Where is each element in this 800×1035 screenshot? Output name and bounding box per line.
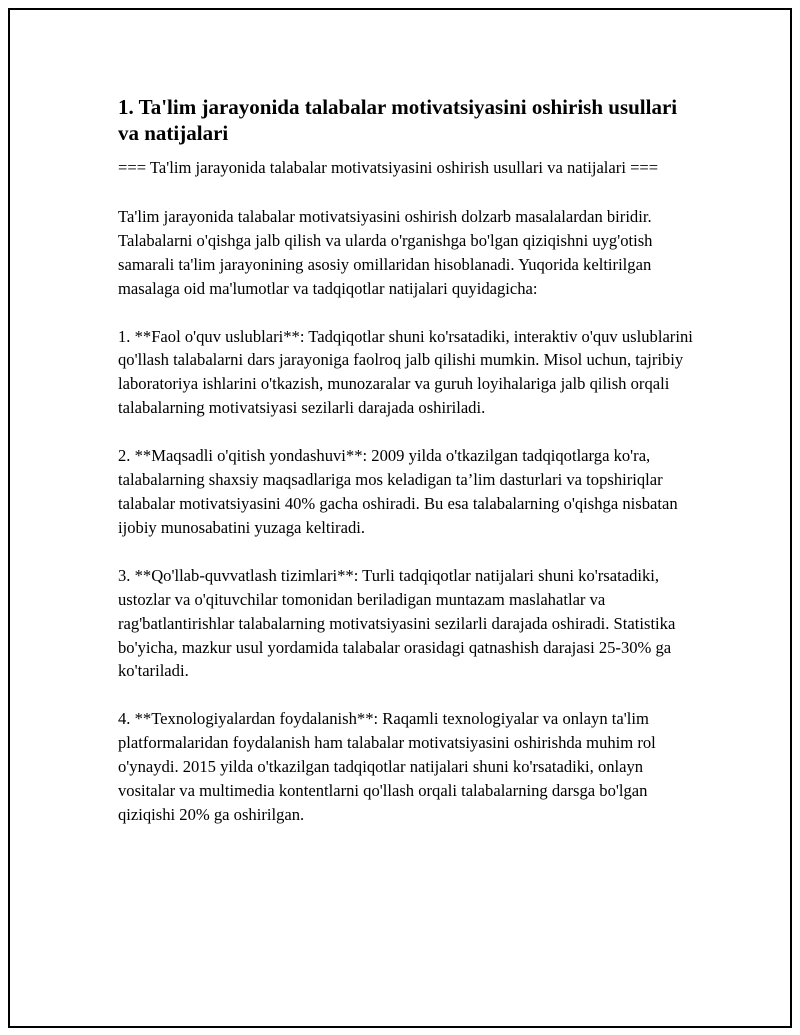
document-title: 1. Ta'lim jarayonida talabalar motivatsiyasini oshirish usullari va natijalari [118, 95, 678, 145]
page-frame [8, 8, 792, 1028]
section-subheading: === Ta'lim jarayonida talabalar motivatsiyasini oshirish usullari va natijalari === [118, 158, 659, 177]
paragraph-support-systems: 3. **Qo'llab-quvvatlash tizimlari**: Turli tadqiqotlar natijalari shuni ko'rsatadiki, ustozlar va o'qituvchilar tomonidan beriladigan muntazam maslahatlar va rag'batlantirishlar talabalarning motivatsiyasini sezilarli darajada oshiradi. Statistika bo'yicha, mazkur usul yordamida talabalar orasidagi qatnashish darajasi 25-30% ga ko'tariladi. [118, 565, 676, 681]
paragraph-targeted-teaching: 2. **Maqsadli o'qitish yondashuvi**: 2009 yilda o'tkazilgan tadqiqotlarga ko'ra, talabalarning shaxsiy maqsadlariga mos keladigan ta’lim dasturlari va topshiriqlar talabalar motivatsiyasini 40% gacha oshiradi. Bu esa talabalarning o'qishga nisbatan ijobiy munosabatini yuzaga keltiradi. [118, 446, 678, 537]
intro-paragraph: Ta'lim jarayonida talabalar motivatsiyasini oshirish dolzarb masalalardan biridir. Talabalarni o'qishga jalb qilish va ularda o'rganishga bo'lgan qiziqishni uyg'otish samarali ta'lim jarayonining asosiy omillaridan hisoblanadi. Yuqorida keltirilgan masalaga oid ma'lumotlar va tadqiqotlar natijalari quyidagicha: [118, 206, 653, 298]
paragraph-technology-use: 4. **Texnologiyalardan foydalanish**: Raqamli texnologiyalar va onlayn ta'lim platformalaridan foydalanish ham talabalar motivatsiyasini oshirishda muhim rol o'ynaydi. 2015 yilda o'tkazilgan tadqiqotlar natijalari shuni ko'rsatadiki, onlayn vositalar va multimedia kontentlarni qo'llash orqali talabalarning darsga bo'lgan qiziqishi 20% ga oshirilgan. [118, 709, 656, 824]
document-body [118, 94, 698, 851]
paragraph-active-learning: 1. **Faol o'quv uslublari**: Tadqiqotlar shuni ko'rsatadiki, interaktiv o'quv uslublarini qo'llash talabalarni dars jarayoniga faolroq jalb qilishi mumkin. Misol uchun, tajribiy laboratoriya ishlarini o'tkazish, munozaralar va guruh loyihalariga jalb qilish orqali talabalarning motivatsiyasi sezilarli darajada oshiriladi. [118, 326, 693, 418]
